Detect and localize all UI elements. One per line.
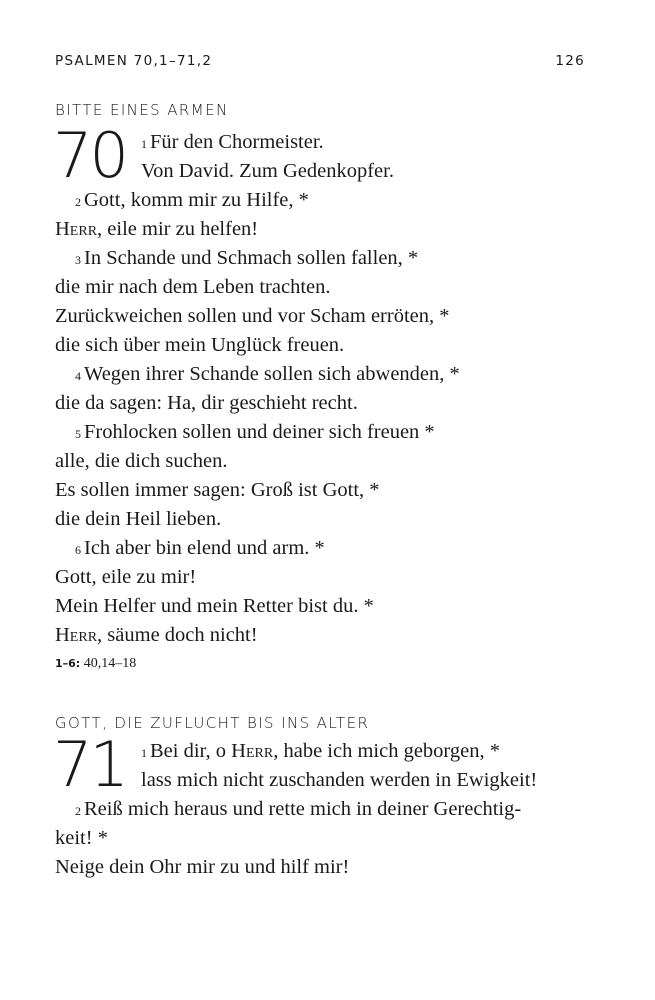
psalm-heading: BITTE EINES ARMEN [55,101,229,119]
verse-line [55,157,635,186]
verse-line [55,476,635,505]
verse-number: 4 [75,369,81,383]
verse-line [55,389,635,418]
verse-line [55,273,635,302]
verse-number: 1 [141,746,147,760]
verse-line [55,128,635,157]
verse-line [55,737,635,766]
running-title: PSALMEN 70,1–71,2 [55,53,213,69]
verse-text: In Schande und Schmach sollen fallen, * [84,247,419,269]
divine-name: Herr [231,740,274,762]
verse-text: , säume doch nicht! [97,624,258,646]
divine-name: Herr [55,218,98,240]
verse-number: 2 [75,195,81,209]
verse-line [55,766,635,795]
verse-text: Frohlocken sollen und deiner sich freuen * [84,421,435,443]
verse-text: Gott, komm mir zu Hilfe, * [84,189,309,211]
verse-number: 3 [75,253,81,267]
verse-text: , eile mir zu helfen! [97,218,259,240]
verse-text: Es sollen immer sagen: Groß ist Gott, * [55,479,380,501]
psalm-number-dropcap: 71 [53,734,126,796]
verse-line [55,186,635,215]
divine-name: Herr [55,624,98,646]
verse-line [55,795,635,824]
verse-line [55,824,635,853]
verse-text: Wegen ihrer Schande sollen sich abwenden, * [84,363,460,385]
verse-number: 1 [141,137,147,151]
verse-line [55,621,635,650]
verse-number: 2 [75,804,81,818]
verse-line [55,563,635,592]
psalm-71 [53,734,635,882]
page-number: 126 [555,53,585,69]
psalm-number-dropcap: 70 [53,125,126,187]
verse-number: 5 [75,427,81,441]
verse-number: 6 [75,543,81,557]
verse-text: die da sagen: Ha, dir geschieht recht. [55,392,358,414]
verse-text: die mir nach dem Leben trachten. [55,276,331,298]
verse-line [55,447,635,476]
cross-reference-verses: 1–6: [55,657,81,670]
verse-text: Zurückweichen sollen und vor Scham erröten, * [55,305,450,327]
verse-text: Für den Chormeister. [150,131,324,153]
verse-text: Bei dir, o [150,740,232,762]
psalm-70 [53,125,635,650]
verse-text: Mein Helfer und mein Retter bist du. * [55,595,374,617]
verse-line [55,418,635,447]
verse-text: Gott, eile zu mir! [55,566,197,588]
verse-line [55,360,635,389]
verse-text: Neige dein Ohr mir zu und hilf mir! [55,856,350,878]
verse-line [55,853,635,882]
verse-line [55,331,635,360]
verse-text: Reiß mich heraus und rette mich in deiner Gerechtig- [84,798,522,820]
cross-reference-target: 40,14–18 [80,656,137,671]
verse-text: Von David. Zum Gedenkopfer. [141,160,394,182]
verse-line [55,215,635,244]
psalm-heading: GOTT, DIE ZUFLUCHT BIS INS ALTER [55,714,370,732]
verse-text: alle, die dich suchen. [55,450,228,472]
verse-text: Ich aber bin elend und arm. * [84,537,325,559]
verse-text: keit! * [55,827,108,849]
cross-reference [55,656,136,672]
verse-text: lass mich nicht zuschanden werden in Ewigkeit! [141,769,538,791]
verse-text: , habe ich mich geborgen, * [273,740,500,762]
verse-line [55,592,635,621]
verse-text: die sich über mein Unglück freuen. [55,334,345,356]
verse-line [55,302,635,331]
verse-line [55,534,635,563]
verse-line [55,244,635,273]
verse-text: die dein Heil lieben. [55,508,222,530]
verse-line [55,505,635,534]
